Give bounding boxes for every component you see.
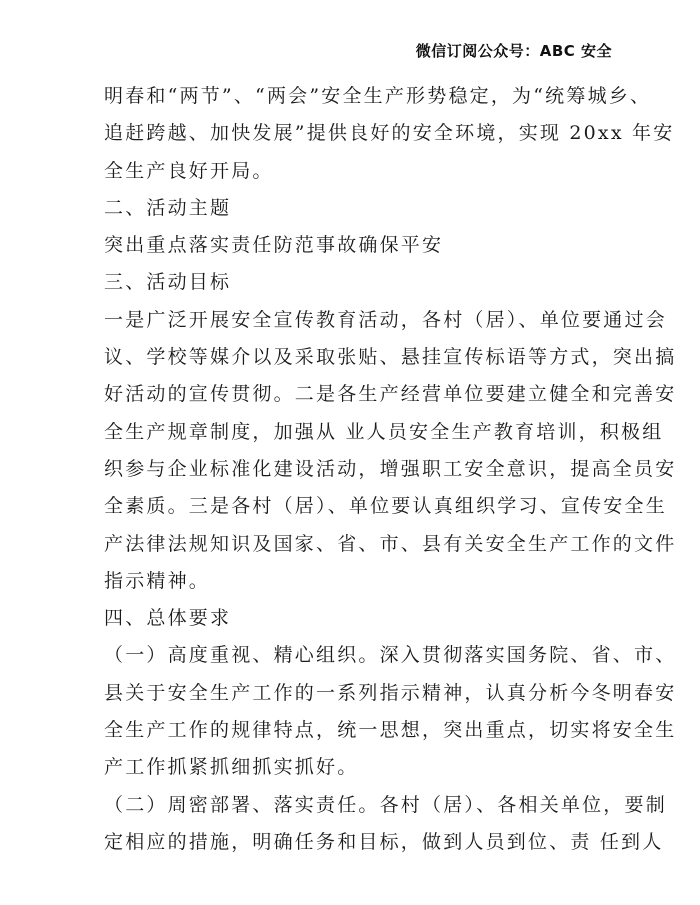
text-line: 议、学校等媒介以及采取张贴、悬挂宣传标语等方式，突出搞 [104, 346, 677, 369]
section-heading: 三、活动目标 [104, 271, 232, 294]
text-line: 一是广泛开展安全宣传教育活动，各村（居）、单位要通过会 [104, 308, 667, 331]
text-line: 织参与企业标准化建设活动，增强职工安全意识，提高全员安 [104, 457, 677, 480]
section-heading: 二、活动主题 [104, 196, 232, 219]
text-line: 全生产良好开局。 [104, 159, 274, 182]
text-line: 追赶跨越、加快发展”提供良好的安全环境，实现 20xx 年安 [104, 122, 675, 145]
text-line: 全素质。三是各村（居）、单位要认真组织学习、宣传安全生 [104, 495, 667, 518]
text-line: 全生产工作的规律特点，统一思想，突出重点，切实将安全生 [104, 719, 677, 742]
text-line: 指示精神。 [104, 569, 211, 592]
page-header: 微信订阅公众号：ABC 安全 [415, 42, 612, 60]
text-line: 明春和“两节”、“两会”安全生产形势稳定，为“统筹城乡、 [104, 85, 652, 107]
text-line: 全生产规章制度，加强从 业人员安全生产教育培训，积极组 [104, 420, 664, 443]
document-body [104, 78, 677, 861]
text-line: 产工作抓紧抓细抓实抓好。 [104, 756, 359, 779]
text-line: 突出重点落实责任防范事故确保平安 [104, 234, 444, 257]
text-line: 定相应的措施，明确任务和目标，做到人员到位、责 任到人 [104, 830, 664, 853]
text-line: （一）高度重视、精心组织。深入贯彻落实国务院、省、市、 [104, 644, 677, 667]
text-line: （二）周密部署、落实责任。各村（居）、各相关单位，要制 [104, 793, 667, 816]
text-line: 产法律法规知识及国家、省、市、县有关安全生产工作的文件 [104, 532, 677, 555]
text-line: 县关于安全生产工作的一系列指示精神，认真分析今冬明春安 [104, 681, 677, 704]
text-line: 好活动的宣传贯彻。二是各生产经营单位要建立健全和完善安 [104, 383, 677, 406]
section-heading: 四、总体要求 [104, 607, 232, 630]
